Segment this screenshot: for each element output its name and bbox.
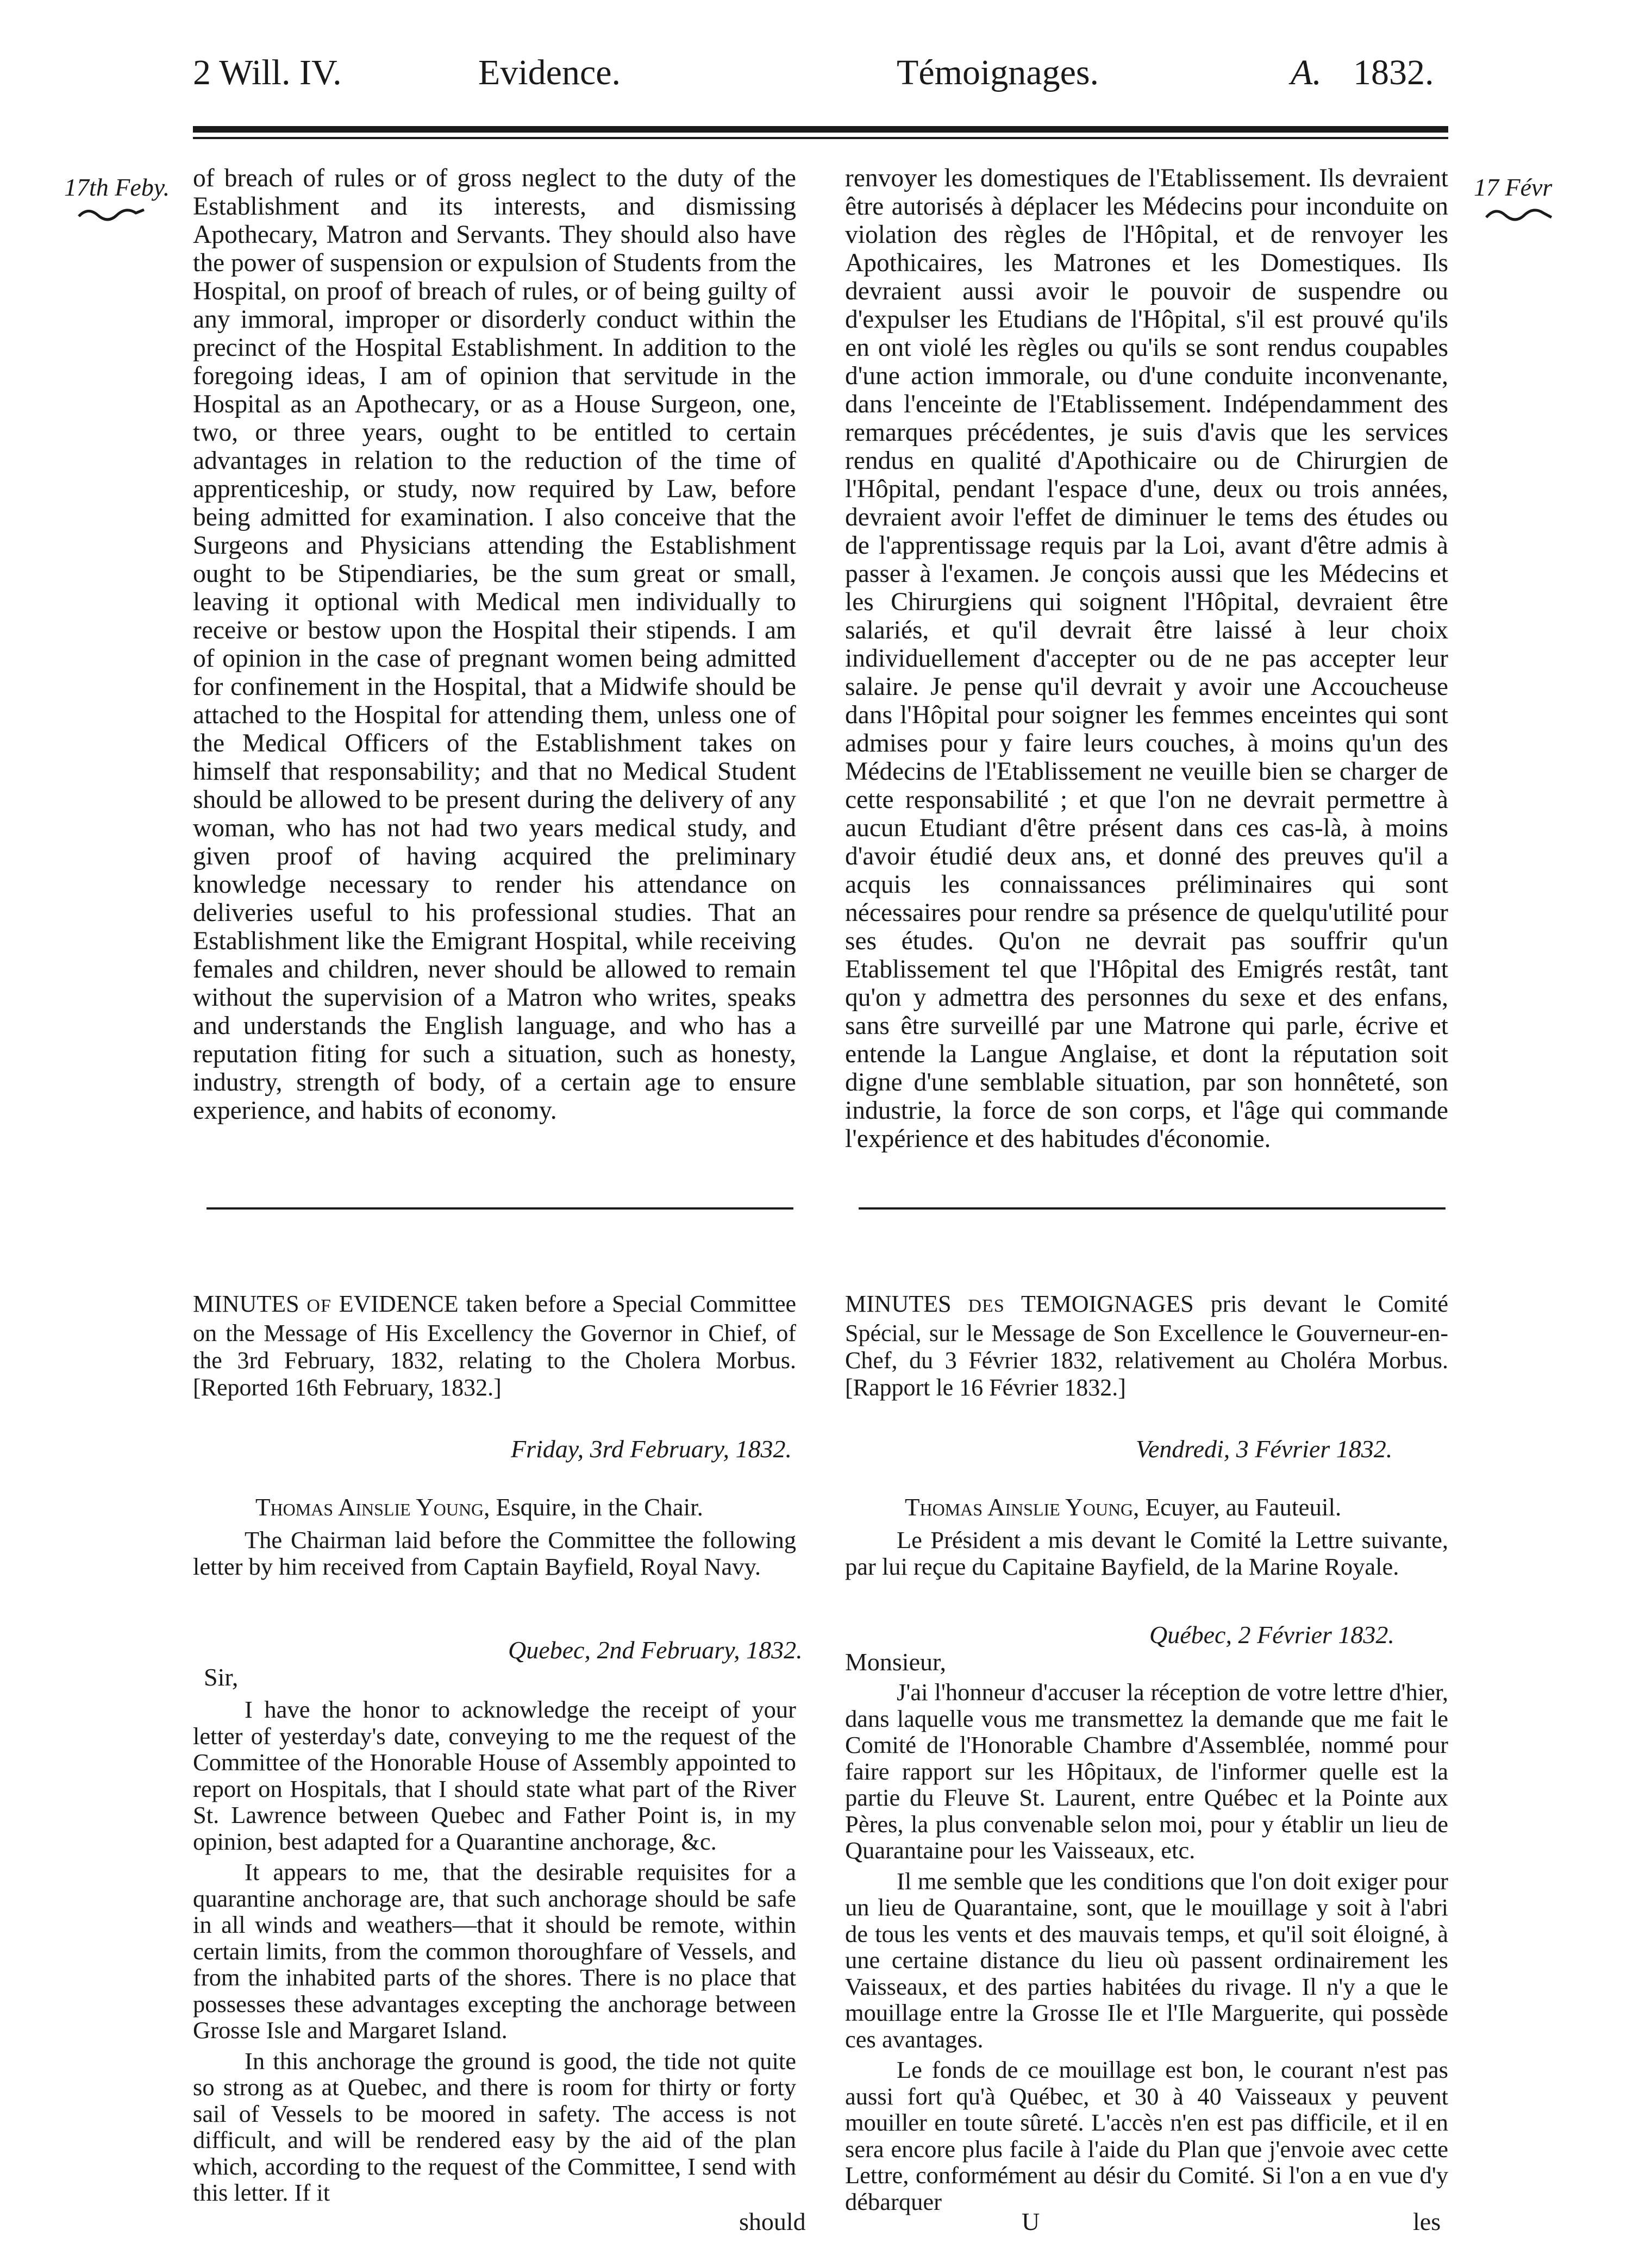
minutes-date-fr: Vendredi, 3 Février 1832. xyxy=(1136,1435,1393,1463)
margin-date-left: 17th Feby. xyxy=(64,173,170,201)
margin-date-right: 17 Févr xyxy=(1474,173,1553,201)
minutes-title-en-rest: taken before a Special Committee on the Message of His Excellency the Governor in Chief, of the 3rd February, 1832, relating to the Cholera Morbus. [Reported 16th February, 1832.] xyxy=(193,1290,797,1401)
minutes-title-en-of: OF xyxy=(306,1296,331,1316)
minutes-title-en xyxy=(193,1290,796,1401)
letter-place-fr: Québec, 2 Février 1832. xyxy=(1149,1621,1394,1649)
letter-fr-p3: Le fonds de ce mouillage est bon, le courant n'est pas aussi fort qu'à Québec, et 30 à 40 Vaisseaux y peuvent mouiller en toute sûreté. L'accès n'en est pas difficile, et il en sera encore plus facile à l'aide du Plan que j'envoie avec cette Lettre, conformément au désir du Comité. Si l'on a en vue d'y débarquer xyxy=(845,2056,1448,2215)
intro-en-text: The Chairman laid before the Committee the following letter by him received from Captain Bayfield, Royal Navy. xyxy=(193,1526,796,1580)
catchword-fr: les xyxy=(1413,2208,1441,2235)
letter-fr-p1: J'ai l'honneur d'accuser la réception de votre lettre d'hier, dans laquelle vous me transmettez la demande que me fait le Comité de l'Honorable Chambre d'Assemblée, nommé pour faire rapport sur les Hôpitaux, de l'informer quelle est la partie du Fleuve St. Laurent, entre Québec et la Pointe aux Pères, la plus convenable selon moi, pour y établir un lieu de Quarantaine pour les Vaisseaux, etc. xyxy=(845,1678,1448,1864)
letter-body-en xyxy=(193,1696,796,2206)
header-rule-thin xyxy=(193,137,1448,139)
minutes-title-fr-des: DES xyxy=(968,1296,1005,1316)
header-rule-thick xyxy=(193,126,1448,133)
letter-body-fr xyxy=(845,1679,1448,2215)
chair-rest-en: Esquire, in the Chair. xyxy=(496,1494,703,1521)
salutation-en: Sir, xyxy=(204,1663,239,1691)
letter-fr-p2: Il me semble que les conditions que l'on doit exiger pour un lieu de Quarantaine, sont, que le mouillage y soit à l'abri de tous les vents et des mauvais temps, et qu'il soit éloigné, à une certaine distance du lieu où passent ordinairement les Vaisseaux, et des parties habitées du rivage. Il n'y a que le mouillage entre la Grosse Ile et l'Ile Marguerite, qui possède ces avantages. xyxy=(845,1867,1448,2053)
minutes-title-en-lead2: EVIDENCE xyxy=(339,1290,459,1317)
signature-mark-fr: U xyxy=(1022,2208,1040,2235)
minutes-title-fr-rest: pris devant le Comité Spécial, sur le Message de Son Excellence le Gouverneur-en-Chef, du 3 Février 1832, relativement au Choléra Morbus. [Rapport le 16 Février 1832.] xyxy=(845,1290,1448,1401)
chair-name-en: Thomas Ainslie Young, xyxy=(255,1494,490,1521)
minutes-title-fr-lead: MINUTES xyxy=(845,1290,952,1317)
minutes-date-en: Friday, 3rd February, 1832. xyxy=(511,1435,792,1463)
continuation-english xyxy=(193,164,796,1125)
intro-fr-text: Le Président a mis devant le Comité la Lettre suivante, par lui reçue du Capitaine Bayfield, de la Marine Royale. xyxy=(845,1526,1448,1580)
header-title-fr: Témoignages. xyxy=(897,53,1099,92)
chair-rest-fr: Ecuyer, au Fauteuil. xyxy=(1145,1494,1342,1521)
catchword-en: should xyxy=(739,2208,806,2235)
header-year: 1832. xyxy=(1353,53,1434,92)
intro-en xyxy=(193,1527,796,1580)
section-rule-right xyxy=(859,1207,1446,1210)
header-year-letter: A. xyxy=(1291,53,1322,92)
salutation-fr: Monsieur, xyxy=(845,1648,946,1676)
continuation-english-text: of breach of rules or of gross neglect to the duty of the Establishment and its interests, and dismissing Apothecary, Matron and Servants. They should also have the power of suspension or expulsion of Students from the Hospital, on proof of breach of rules, or of being guilty of any immoral, improper or disorderly conduct within the precinct of the Hospital Establishment. In addition to the foregoing ideas, I am of opinion that servitude in the Hospital as an Apothecary, or as a House Surgeon, one, two, or three years, ought to be entitled to certain advantages in relation to the reduction of the time of apprenticeship, or study, now required by Law, before being admitted for examination. I also conceive that the Surgeons and Physicians attending the Establishment ought to be Stipendiaries, be the sum great or small, leaving it optional with Medical men individually to receive or bestow upon the Hospital their stipends. I am of opinion in the case of pregnant women being admitted for confinement in the Hospital, that a Midwife should be attached to the Hospital for attending them, unless one of the Medical Officers of the Establishment takes on himself that responsability; and that no Medical Student should be allowed to be present during the delivery of any woman, who has not had two years medical study, and given proof of having acquired the preliminary knowledge necessary to render his attendance on deliveries useful to his professional studies. That an Establishment like the Emigrant Hospital, while receiving females and children, never should be allowed to remain without the supervision of a Matron who writes, speaks and understands the English language, and who has a reputation fiting for such a situation, such as honesty, industry, strength of body, of a certain age to ensure experience, and habits of economy. xyxy=(193,164,796,1125)
chair-name-fr: Thomas Ainslie Young, xyxy=(905,1494,1140,1521)
header-title-en: Evidence. xyxy=(478,53,621,92)
minutes-title-fr xyxy=(845,1290,1448,1401)
minutes-title-fr-lead2: TEMOIGNAGES xyxy=(1021,1290,1194,1317)
header-volume: 2 Will. IV. xyxy=(193,53,342,92)
letter-place-en: Quebec, 2nd February, 1832. xyxy=(508,1636,803,1664)
minutes-title-en-lead: MINUTES xyxy=(193,1290,299,1317)
section-rule-left xyxy=(207,1207,793,1210)
chair-line-en xyxy=(255,1493,703,1521)
margin-swash-right-icon xyxy=(1484,205,1554,224)
letter-en-p1: I have the honor to acknowledge the receipt of your letter of yesterday's date, conveying to me the request of the Committee of the Honorable House of Assembly appointed to report on Hospitals, that I should state what part of the River St. Lawrence between Quebec and Father Point is, in my opinion, best adapted for a Quarantine anchorage, &c. xyxy=(193,1696,796,1855)
chair-line-fr xyxy=(905,1493,1341,1521)
continuation-french xyxy=(845,164,1448,1153)
margin-swash-left-icon xyxy=(76,205,147,224)
continuation-french-text: renvoyer les domestiques de l'Etablissement. Ils devraient être autorisés à déplacer les Médecins pour inconduite on violation des règles de l'Hôpital, et de renvoyer les Apothicaires, les Matrones et les Domestiques. Ils devraient aussi avoir le pouvoir de suspendre ou d'expulser les Etudians de l'Hôpital, s'il est prouvé qu'ils en ont violé les règles ou qu'ils se sont rendus coupables d'une action immorale, ou d'une conduite inconvenante, dans l'enceinte de l'Etablissement. Indépendamment des remarques précédentes, je suis d'avis que les services rendus en qualité d'Apothicaire ou de Chirurgien de l'Hôpital, pendant l'espace d'une, deux ou trois années, devraient avoir l'effet de diminuer le tems des études ou de l'apprentissage requis par la Loi, avant d'être admis à passer à l'examen. Je conçois aussi que les Médecins et les Chirurgiens qui soignent l'Hôpital, devraient être salariés, et qu'il devrait être laissé à leur choix individuellement d'accepter ou de ne pas accepter leur salaire. Je pense qu'il devrait y avoir une Accoucheuse dans l'Hôpital pour soigner les femmes enceintes qui sont admises pour y faire leurs couches, à moins qu'un des Médecins de l'Etablissement ne veuille bien se charger de cette responsabilité ; et que l'on ne devrait permettre à aucun Etudiant d'être présent dans ces cas-là, à moins d'avoir étudié deux ans, et donné des preuves qu'il a acquis les connaissances préliminaires qui sont nécessaires pour rendre sa présence de quelqu'utilité pour ses études. Qu'on ne devrait pas souffrir qu'un Etablissement tel que l'Hôpital des Emigrés restât, tant qu'on y admettra des personnes du sexe et des enfans, sans être surveillé par une Matrone qui parle, écrive et entende la Langue Anglaise, et dont la réputation soit digne d'une semblable situation, par son honnêteté, son industrie, la force de son corps, et l'âge qui commande l'expérience et des habitudes d'économie. xyxy=(845,164,1448,1153)
intro-fr xyxy=(845,1527,1448,1580)
letter-en-p3: In this anchorage the ground is good, the tide not quite so strong as at Quebec, and there is room for thirty or forty sail of Vessels to be moored in safety. The access is not difficult, and will be rendered easy by the aid of the plan which, according to the request of the Committee, I send with this letter. If it xyxy=(193,2047,796,2206)
letter-en-p2: It appears to me, that the desirable requisites for a quarantine anchorage are, that such anchorage should be safe in all winds and weathers—that it should be remote, within certain limits, from the common thoroughfare of Vessels, and from the inhabited parts of the shores. There is no place that possesses these advantages excepting the anchorage between Grosse Isle and Margaret Island. xyxy=(193,1858,796,2044)
